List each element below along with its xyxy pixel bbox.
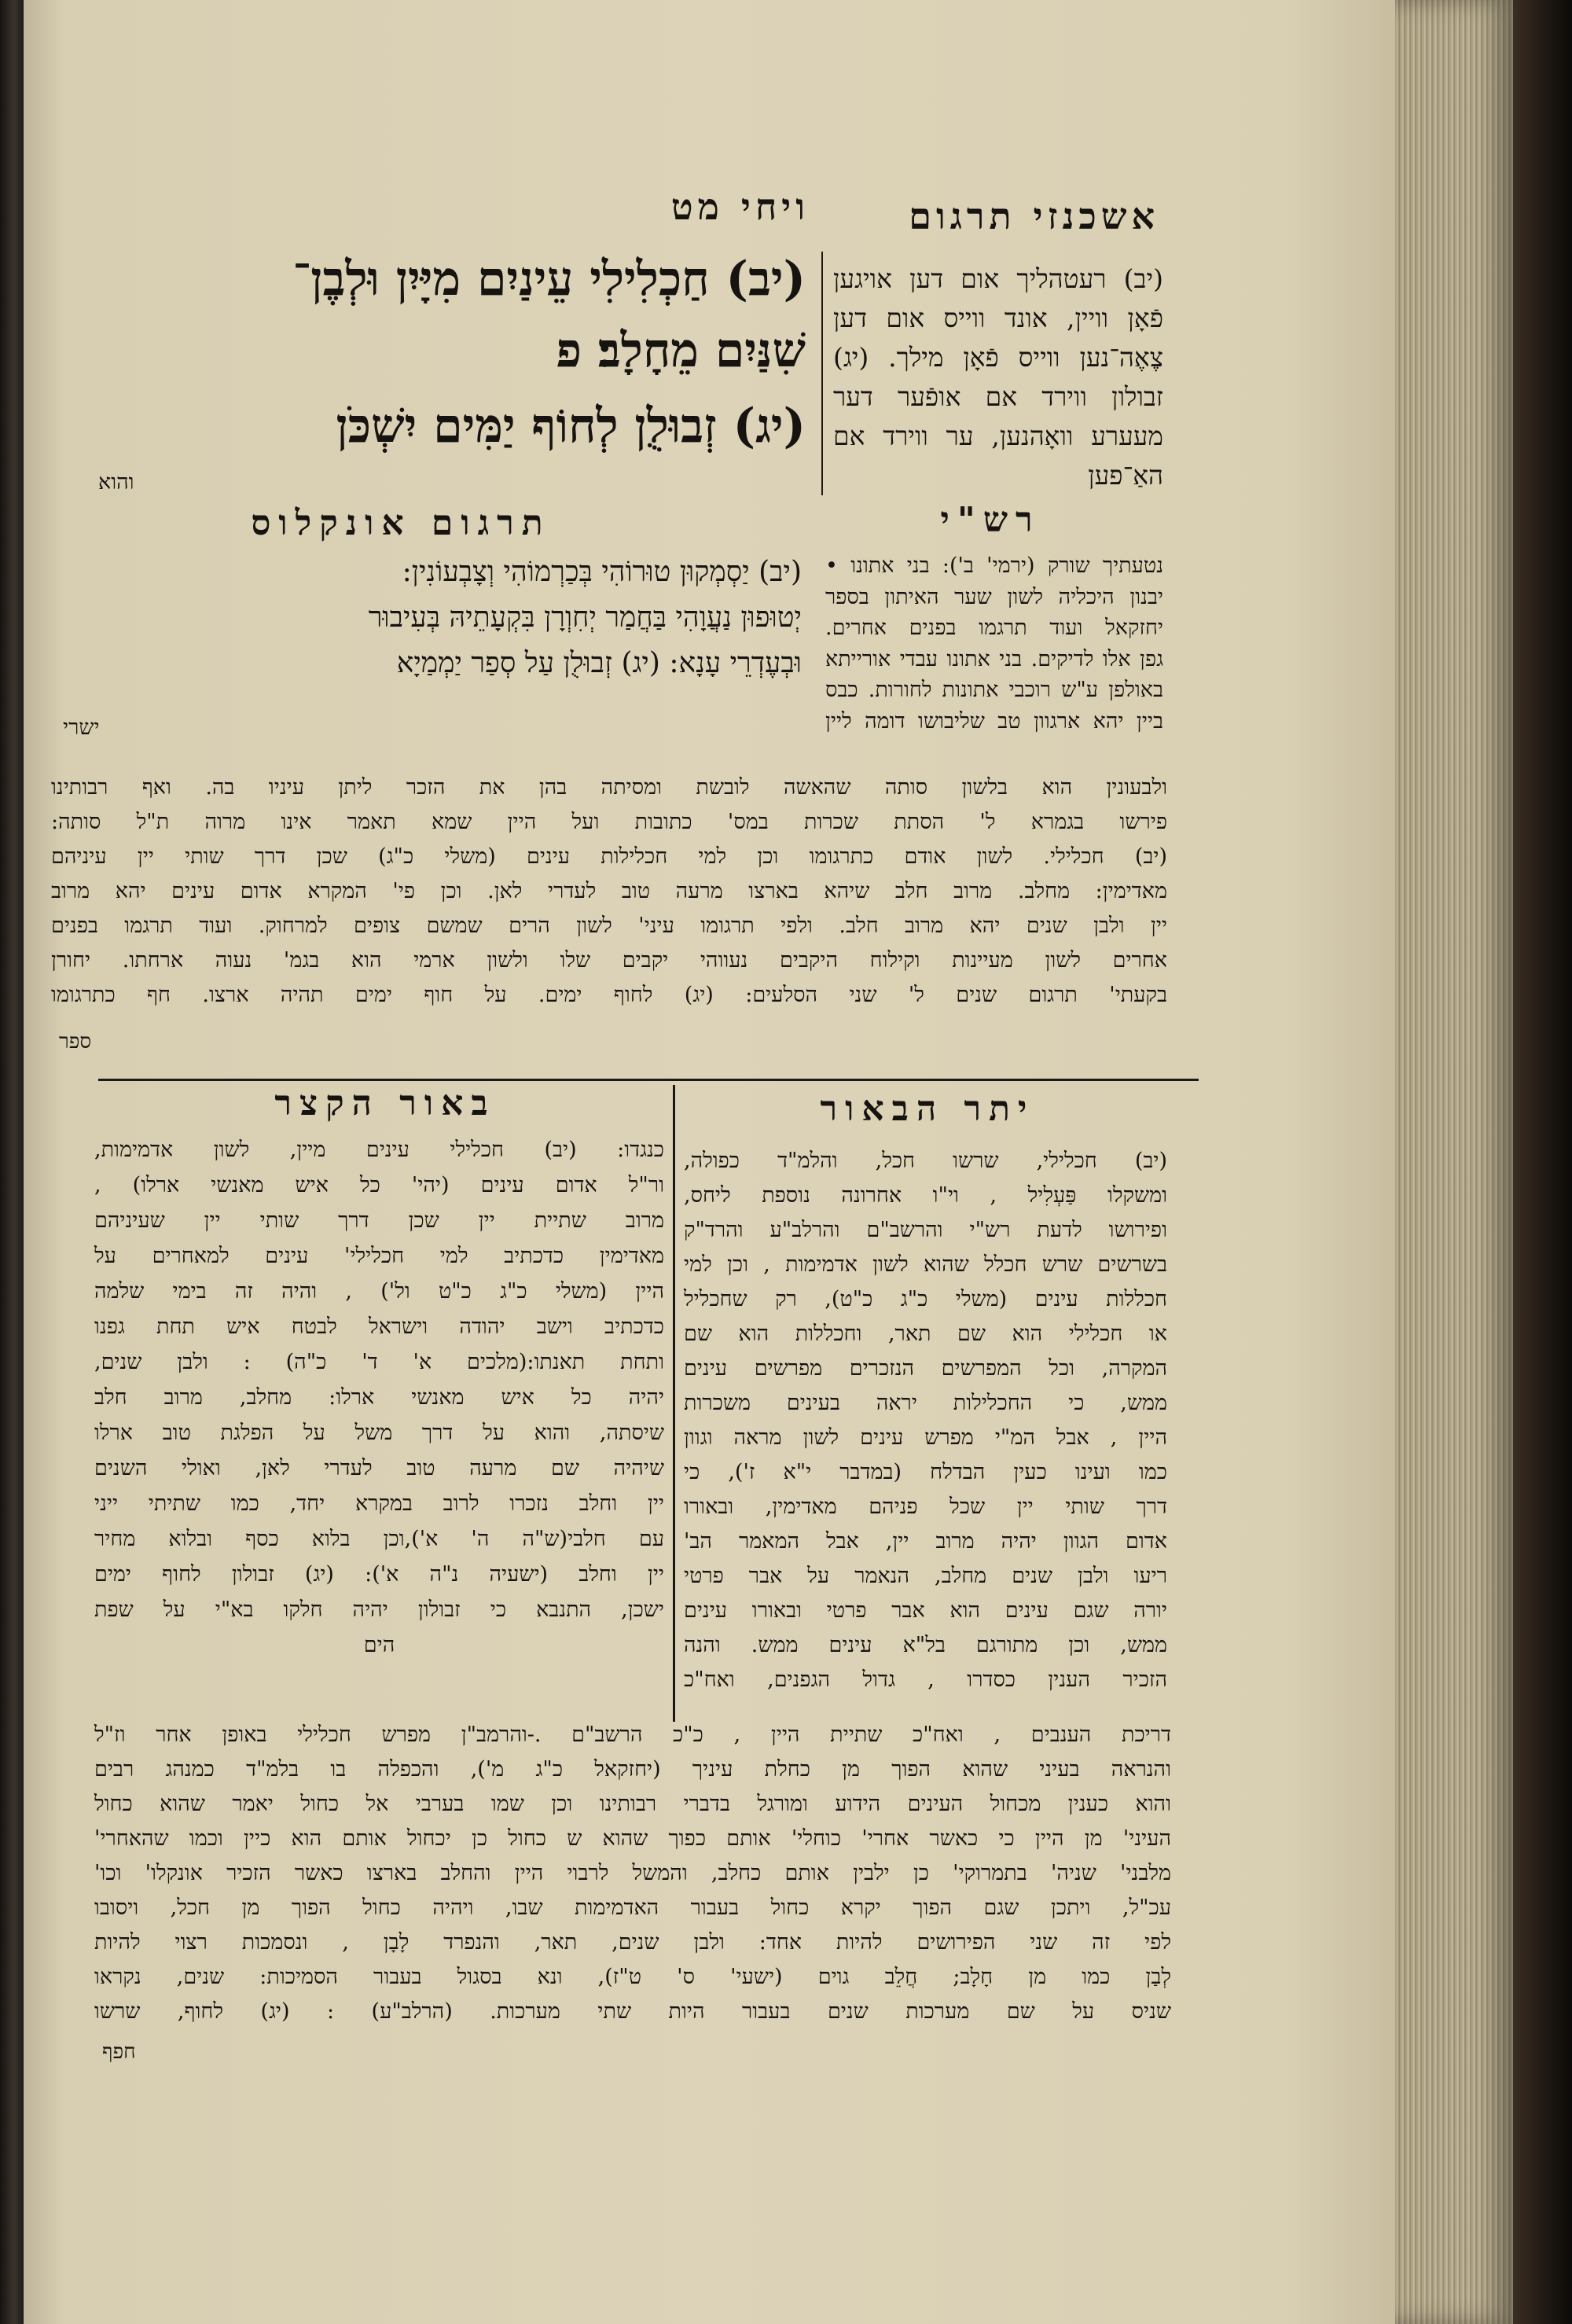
yeter-habiur-line: המקרה, וכל המפרשים הנזכרים מפרשים עינים [684,1356,1167,1381]
yeter-habiur-line: והנראה בעיני שהוא הפוך מן כחלת עיניך (יחזקאל כ"ג מ'), והכפלה בו בלמ"ד כמנהג רבים [94,1757,1171,1782]
yeter-habiur-line: כמו ועינו כעין הבדלח (במדבר י"א ז'), כי [684,1460,1167,1484]
yeter-habiur-column [684,1144,1167,1697]
yeter-habiur-full [94,1718,1171,2029]
biur-hakatzar-heading: באור הקצר [274,1083,496,1123]
header-left-title: אשכנזי תרגום [909,195,1159,237]
biur-hakatzar-line: יהיה כל איש מאנשי ארלו: מחלב, מרוב חלב [94,1385,664,1410]
biur-hakatzar-line: ור"ל אדום עינים (יהי' כל איש מאנשי ארלו) , [94,1173,664,1197]
yeter-habiur-line: בשרשים שרש חכלל שהוא לשון אדמימות , וכן למי [684,1252,1167,1277]
onkelos-catchword: ישרי [63,715,100,740]
biur-hakatzar-line: יין וחלב נזכרו לרוב במקרא יחד, כמו שתיתי ייני [94,1491,664,1516]
yeter-habiur-line: הזכיר הענין כסדרו , גדול הגפנים, ואח"כ [684,1668,1167,1692]
rashi-line: יחזקאל ועוד תרגמו בפנים אחרים. [825,616,1163,640]
verse-line: שִׁנַּיִם מֵחָלָב׃ פ [556,323,806,378]
rashi-full [51,770,1167,1013]
rashi-line: מאדימין: מחלב. מרוב חלב שיהא בארצו מרעה טוב לעדרי לאן. וכן פי' המקרא אדום עינים יהא מרוב [51,879,1167,903]
biur-hakatzar-line: שיסתה, והוא על דרך משל על הפלגת טוב ארלו [94,1421,664,1445]
yeter-habiur-line: דרך שותי יין שכל פניהם מאדימין, ובאורו [684,1495,1167,1519]
rashi-line: (יב) חכלילי. לשון אודם כתרגומו וכן למי חכלילות עינים (משלי כ"ג) שכן דרך שותי יין עיניהם [51,844,1167,869]
biur-hakatzar-line: ישכן, התנבא כי זבולון יהיה חלקו בא"י על שפת [94,1598,664,1622]
yeter-habiur-line: היין , אבל המ"י מפרש עינים לשון מראה וגוון [684,1425,1167,1450]
biur-hakatzar-line: מאדימין כדכתיב למי חכלילי' עינים למאחרים על [94,1244,664,1268]
biur-hakatzar-line: עם חלבי(ש"ה ה' א'),וכן בלוא כסף ובלוא מחיר [94,1527,664,1551]
rashi-column [825,550,1163,737]
commentary-separator [98,1079,1199,1081]
yeter-habiur-heading: יתר הבאור [820,1089,1035,1129]
yeter-habiur-line: ומשקלו פַּעְלִיל , וי"ו אחרונה נוספת ליחס, [684,1183,1167,1208]
yeter-habiur-line: העיני' מן היין כי כאשר אחרי' כוחלי' אותם כפוך שהוא ש כחול כן יכחול אותם הוא כיין וכמו שהאחרי' [94,1826,1171,1851]
column-divider-bottom [673,1085,675,1722]
onkelos-heading: תרגום אונקלוס [251,503,551,543]
yeter-habiur-catchword: חפף [102,2040,136,2064]
yeter-habiur-line: אדום הגוון יהיה מרוב יין, אבל המאמר הב' [684,1529,1167,1554]
biur-hakatzar-line: יין וחלב (ישעיה נ"ה א'): (יג) זבולון לחוף ימים [94,1562,664,1587]
book-cover-edge [1513,0,1572,2324]
book-binding-left [0,0,24,2324]
verse-catchword: והוא [98,470,134,495]
rashi-line: יבנון היכליה לשון שער האיתון בספר [825,584,1163,609]
yeter-habiur-line: והוא כענין מכחול העינים הידוע ומורגל בדברי רבותינו וכן שמו בערבי אל כחול יאמר שהוא כחול [94,1792,1171,1816]
yeter-habiur-line: (יב) חכלילי, שרשו חכל, והלמ"ד כפולה, [684,1149,1167,1173]
yeter-habiur-line: ממש, כי החכלילות יראה בעינים משכרות [684,1391,1167,1415]
ashkenazi-targum-text: (יב) רעטהליך אום דען אויגען פֿאָן וויין, אונד ווייס אום דען צֶאֶה־נען ווייס פֿאָן מילך. (יג) זבולון ווירד אם אופֿער דער מעערע וואָהנען, ער ווירד אם האַ־פען [833,263,1163,491]
yeter-habiur-line: או חכלילי הוא שם תאר, וחכללות הוא שם [684,1322,1167,1346]
yeter-habiur-line: ריעו ולבן שנים מחלב, הנאמר על אבר פרטי [684,1564,1167,1588]
rashi-catchword: ספר [59,1030,92,1054]
yeter-habiur-line: עכ"ל, ויתכן שגם הפוך יקרא כחול בעבור האדמימות שבו, ויהיה כחול הפוך מן חכל, ויסובו [94,1896,1171,1920]
biur-hakatzar-line: היין (משלי כ"ג כ"ט ול') , והיה זה בימי שלמה [94,1279,664,1304]
onkelos-block [63,554,802,691]
verse-line: (יב) חַכְלִילִי עֵינַיִם מִיָּיִן וּלְבֶן־ [292,252,806,307]
yeter-habiur-line: חכללות עינים (משלי כ"ג כ"ט), רק שחכליל [684,1287,1167,1311]
rashi-line: בקעתי' תרגום שנים ל' שני הסלעים: (יג) לחוף ימים. על חוף ימים תהיה ארצו. חף כתרגומו [51,983,1167,1007]
yeter-habiur-line: ופירושו לדעת רש"י והרשב"ם והרלב"ע והרד"ק [684,1218,1167,1242]
yeter-habiur-line: מלבני' שניה' בתמרוקי' כן ילבין אותם כחלב, והמשל לרבוי היין והחלב בארצו כאשר הזכיר אונקלו' וכו' [94,1861,1171,1885]
rashi-line: נטעתיך שורק (ירמי' ב'): בני אתונו • [825,553,1163,578]
onkelos-line: וּבְעֶדְרֵי עָנָא: (יג) זְבוּלֻן עַל סְפַר יַמְמַיָא [396,647,802,679]
biur-hakatzar-column [94,1132,664,1663]
yeter-habiur-line: דריכת הענבים , ואח"כ שתיית היין , כ"כ הרשב"ם .-והרמב"ן מפרש חכלילי באופן אחר וז"ל [94,1723,1171,1747]
rashi-line: פירשו בגמרא ל' הסתת שכרות במס' כתובות ועל היין שמא תאמר אינו מרוה ת"ל סותה: [51,810,1167,834]
rashi-line: יין ולבן שנים יהא מרוב חלב. ולפי תרגומו עיני' לשון הרים שמשם צופים למרחוק. ועוד תרגמו בפנים [51,914,1167,938]
rashi-line: באולפן ע"ש רוכבי אתונות לחורות. כבס [825,678,1163,702]
yeter-habiur-line: לפי זה שני הפירושים להיות אחד: ולבן שנים, תאר, והנפרד לָבָן , ונסמכות רצוי להיות [94,1930,1171,1954]
page-edges [1395,0,1513,2324]
biur-hakatzar-line: ותחת תאנתו:(מלכים א' ד' כ"ה) : ולבן שנים, [94,1350,664,1374]
column-divider-top [821,252,823,495]
yeter-habiur-line: שניס על שם מערכות שנים בעבור היות שתי מערכות. (הרלב"ע) : (יג) לחוף, שרשו [94,1999,1171,2024]
biur-hakatzar-line: שיהיה שם מרעה טוב לעדרי לאן, ואולי השנים [94,1456,664,1480]
rashi-line: גפן אלו לדיקים. בני אתונו עבדי אורייתא [825,646,1163,671]
rashi-heading: רש"י [940,500,1041,540]
onkelos-line: (יב) יַסְמְקוּן טוּרוֹהִי בְּכַרְמוֹהִי וְצָבְעוֹנִין: [402,556,802,588]
verse-line: (יג) זְבוּלֻן לְחוֹף יַמִּים יִשְׁכֹּן [336,399,806,454]
rashi-line: ולבעונין הוא בלשון סותה שהאשה לובשת ומסיתה בהן את הזכר ליתן עיניו בה. ואף רבותינו [51,775,1167,800]
biur-hakatzar-line: מרוב שתיית יין שכן דרך שותי יין שעיניהם [94,1208,664,1233]
rashi-line: ביין יהא ארגוון טב שליבושו דומה ליין [825,708,1163,734]
onkelos-line: יְטוּפוּן נַעֲוָהִי בַּחֲמַר יְחִוְרָן בִּקְעָתֵיהּ בְּעִיבוּר [368,601,802,634]
biur-hakatzar-last-line: הים [363,1633,395,1657]
yeter-habiur-line: יורה שגם עינים הוא אבר פרטי ובאורו עינים [684,1598,1167,1623]
yeter-habiur-line: לְבַן כמו מן חָלָב; חֲלֵב גוים (ישעי' ס' ט"ז), ונא בסגול בעבור הסמיכות: שנים, נקראו [94,1965,1171,1989]
biur-hakatzar-line: כדכתיב וישב יהודה וישראל לבטח איש תחת גפנו [94,1315,664,1339]
rashi-line: אחרים לשון מעיינות וקילוח היקבים נעווהי יקבים שלו ולשון ארמי הוא בגמ' נעוה ארחתו. יחורן [51,948,1167,973]
yeter-habiur-line: ממש, וכן מתורגם בל"א עינים ממש. והנה [684,1633,1167,1657]
biur-hakatzar-line: כנגדו: (יב) חכלילי עינים מיין, לשון אדמימות, [94,1138,664,1162]
verse-block [75,244,806,465]
header-right-title: ויחי מט [670,186,810,228]
